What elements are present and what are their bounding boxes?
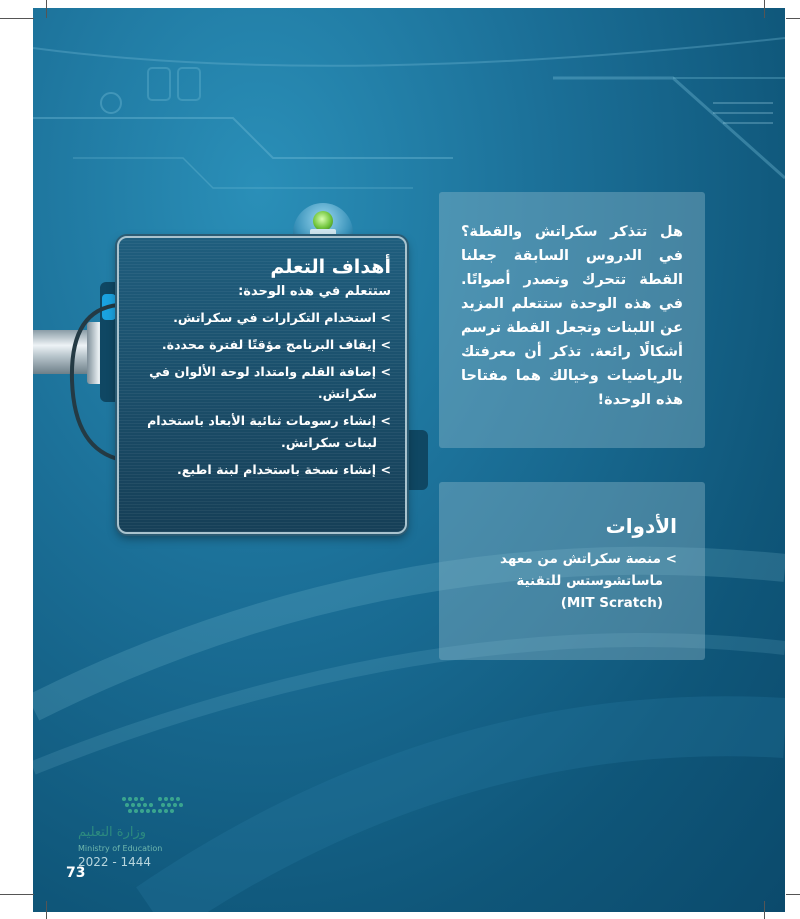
goal-item <box>133 361 391 405</box>
crop-mark <box>786 18 800 19</box>
ministry-logo <box>78 795 218 869</box>
crop-mark <box>786 894 800 895</box>
crop-mark <box>764 901 765 919</box>
tools-panel <box>439 482 705 660</box>
tools-line: (MIT Scratch) <box>560 595 663 611</box>
crop-mark <box>46 901 47 919</box>
goal-item <box>133 334 391 356</box>
ministry-logo-icon <box>120 795 210 819</box>
learning-goals-screen <box>117 236 407 534</box>
goals-intro: ستتعلم في هذه الوحدة: <box>238 284 391 299</box>
tools-title: الأدوات <box>605 514 677 538</box>
crop-mark <box>0 894 34 895</box>
goal-item <box>133 459 391 481</box>
crop-mark <box>0 18 34 19</box>
robot-eye <box>313 211 333 231</box>
goals-title: أهداف التعلم <box>270 256 391 278</box>
page-number: 73 <box>66 865 86 881</box>
crop-mark <box>46 0 47 18</box>
goal-text: > إنشاء رسومات ثنائية الأبعاد باستخدام <box>147 413 391 428</box>
goal-text: > إضافة القلم وامتداد لوحة الألوان في <box>149 364 391 379</box>
edition-year: 2022 - 1444 <box>78 855 152 869</box>
goal-text: > استخدام التكرارات في سكراتش. <box>173 310 391 325</box>
goal-item <box>133 410 391 454</box>
goal-item <box>133 307 391 329</box>
goal-text: > إيقاف البرنامج مؤقتًا لفترة محددة. <box>161 337 391 352</box>
intro-text: هل تتذكر سكراتش والقطة؟ في الدروس السابقة جعلنا القطة تتحرك وتصدر أصواتًا. في هذه الوحدة ستتعلم المزيد عن اللبنات وتجعل القطة ترسم أشكالًا رائعة. تذكر أن معرفتك بالرياضيات وخيالك هما مفتاحا هذه الوحدة! <box>461 224 683 408</box>
intro-panel <box>439 192 705 448</box>
goal-text-continued: لبنات سكراتش. <box>281 435 377 450</box>
crop-mark <box>764 0 765 18</box>
ministry-name-english: Ministry of Education <box>78 844 163 853</box>
tools-line: > منصة سكراتش من معهد <box>500 551 677 567</box>
tools-line: ماساتشوستس للتقنية <box>516 573 663 589</box>
tools-item <box>459 548 677 614</box>
goal-text-continued: سكراتش. <box>317 386 377 401</box>
goal-text: > إنشاء نسخة باستخدام لبنة اطبع. <box>177 462 391 477</box>
ministry-name-arabic: وزارة التعليم <box>78 825 147 840</box>
